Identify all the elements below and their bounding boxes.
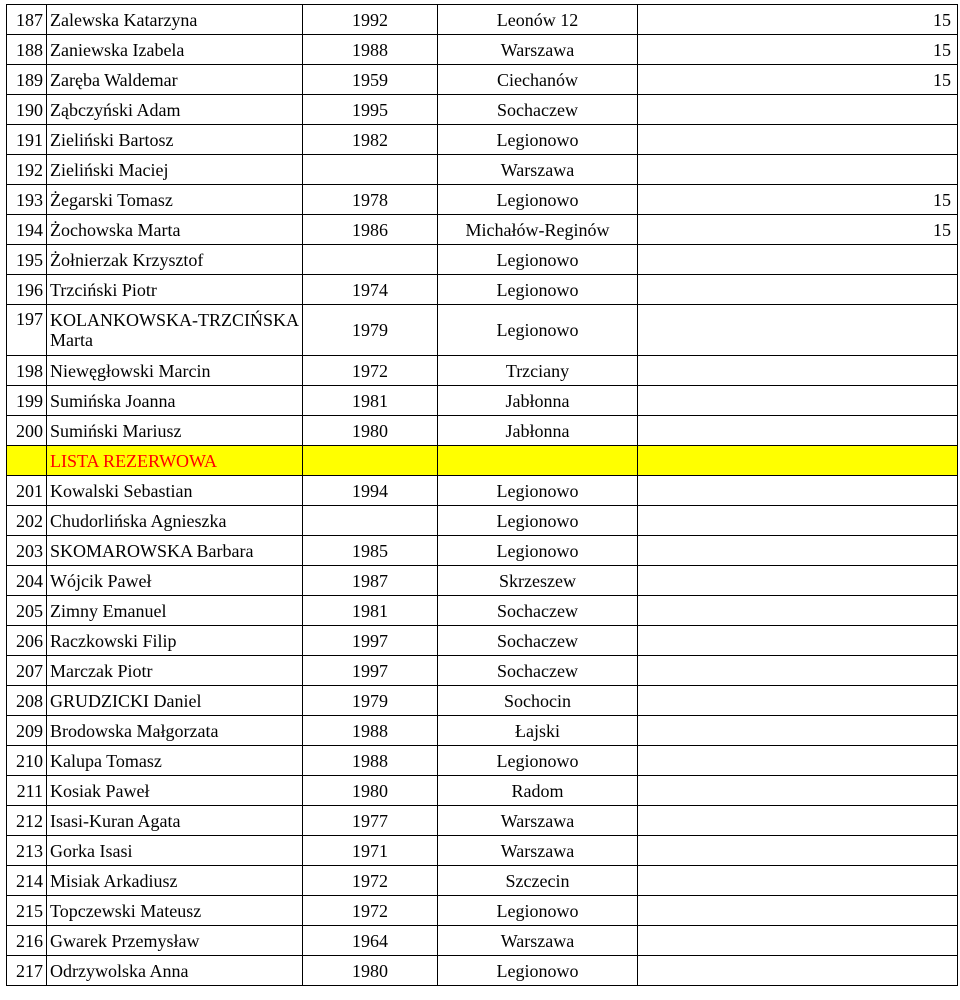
points-cell bbox=[638, 125, 958, 155]
table-row bbox=[7, 596, 958, 626]
birth-year-cell bbox=[303, 506, 438, 536]
birth-year-cell: 1992 bbox=[303, 5, 438, 35]
city-cell: Sochaczew bbox=[438, 95, 638, 125]
city-cell: Sochaczew bbox=[438, 626, 638, 656]
points-cell bbox=[638, 416, 958, 446]
reserve-list-header-row bbox=[7, 446, 958, 476]
table-row bbox=[7, 476, 958, 506]
birth-year-cell: 1982 bbox=[303, 125, 438, 155]
city-cell: Legionowo bbox=[438, 746, 638, 776]
name-cell: Zaniewska Izabela bbox=[47, 35, 303, 65]
name-cell: Gwarek Przemysław bbox=[47, 926, 303, 956]
city-cell: Trzciany bbox=[438, 356, 638, 386]
points-cell bbox=[638, 305, 958, 356]
points-cell: 15 bbox=[638, 5, 958, 35]
city-cell: Legionowo bbox=[438, 185, 638, 215]
birth-year-cell: 1971 bbox=[303, 836, 438, 866]
table-row bbox=[7, 866, 958, 896]
name-cell: KOLANKOWSKA-TRZCIŃSKA Marta bbox=[47, 305, 303, 356]
table-row bbox=[7, 506, 958, 536]
row-number-cell: 216 bbox=[7, 926, 47, 956]
points-cell bbox=[638, 95, 958, 125]
birth-year-cell: 1995 bbox=[303, 95, 438, 125]
city-cell: Legionowo bbox=[438, 125, 638, 155]
name-cell: Trzciński Piotr bbox=[47, 275, 303, 305]
row-number-cell: 215 bbox=[7, 896, 47, 926]
table-row bbox=[7, 656, 958, 686]
table-row bbox=[7, 956, 958, 986]
name-cell: Odrzywolska Anna bbox=[47, 956, 303, 986]
city-cell: Łajski bbox=[438, 716, 638, 746]
name-cell: Żołnierzak Krzysztof bbox=[47, 245, 303, 275]
city-cell: Jabłonna bbox=[438, 416, 638, 446]
points-cell: 15 bbox=[638, 185, 958, 215]
table-row bbox=[7, 416, 958, 446]
points-cell bbox=[638, 506, 958, 536]
name-cell: Chudorlińska Agnieszka bbox=[47, 506, 303, 536]
city-cell: Szczecin bbox=[438, 866, 638, 896]
name-cell: Brodowska Małgorzata bbox=[47, 716, 303, 746]
name-cell: Zieliński Maciej bbox=[47, 155, 303, 185]
table-row bbox=[7, 836, 958, 866]
name-cell: Topczewski Mateusz bbox=[47, 896, 303, 926]
city-cell: Sochocin bbox=[438, 686, 638, 716]
points-cell bbox=[638, 836, 958, 866]
city-cell: Legionowo bbox=[438, 305, 638, 356]
name-cell: Wójcik Paweł bbox=[47, 566, 303, 596]
city-cell: Warszawa bbox=[438, 806, 638, 836]
row-number-cell: 200 bbox=[7, 416, 47, 446]
name-cell: Zalewska Katarzyna bbox=[47, 5, 303, 35]
points-cell: 15 bbox=[638, 65, 958, 95]
table-row bbox=[7, 155, 958, 185]
name-cell: Marczak Piotr bbox=[47, 656, 303, 686]
row-number-cell: 196 bbox=[7, 275, 47, 305]
row-number-cell: 188 bbox=[7, 35, 47, 65]
row-number-cell: 189 bbox=[7, 65, 47, 95]
points-cell bbox=[638, 446, 958, 476]
name-cell: LISTA REZERWOWA bbox=[47, 446, 303, 476]
row-number-cell: 187 bbox=[7, 5, 47, 35]
row-number-cell: 203 bbox=[7, 536, 47, 566]
points-cell: 15 bbox=[638, 35, 958, 65]
row-number-cell bbox=[7, 446, 47, 476]
birth-year-cell: 1979 bbox=[303, 305, 438, 356]
city-cell: Warszawa bbox=[438, 155, 638, 185]
city-cell: Legionowo bbox=[438, 476, 638, 506]
name-cell: Ząbczyński Adam bbox=[47, 95, 303, 125]
participants-table-body bbox=[7, 5, 958, 986]
name-cell: Zieliński Bartosz bbox=[47, 125, 303, 155]
row-number-cell: 191 bbox=[7, 125, 47, 155]
points-cell bbox=[638, 245, 958, 275]
city-cell: Sochaczew bbox=[438, 656, 638, 686]
table-row bbox=[7, 275, 958, 305]
birth-year-cell: 1994 bbox=[303, 476, 438, 506]
name-cell: SKOMAROWSKA Barbara bbox=[47, 536, 303, 566]
table-row bbox=[7, 215, 958, 245]
birth-year-cell: 1988 bbox=[303, 35, 438, 65]
row-number-cell: 210 bbox=[7, 746, 47, 776]
birth-year-cell: 1988 bbox=[303, 746, 438, 776]
table-row bbox=[7, 5, 958, 35]
birth-year-cell: 1986 bbox=[303, 215, 438, 245]
name-cell: Kalupa Tomasz bbox=[47, 746, 303, 776]
name-cell: Niewęgłowski Marcin bbox=[47, 356, 303, 386]
points-cell bbox=[638, 926, 958, 956]
row-number-cell: 208 bbox=[7, 686, 47, 716]
row-number-cell: 195 bbox=[7, 245, 47, 275]
table-row bbox=[7, 356, 958, 386]
birth-year-cell bbox=[303, 446, 438, 476]
points-cell bbox=[638, 476, 958, 506]
table-row bbox=[7, 185, 958, 215]
points-cell bbox=[638, 566, 958, 596]
name-cell: Misiak Arkadiusz bbox=[47, 866, 303, 896]
name-cell: Raczkowski Filip bbox=[47, 626, 303, 656]
birth-year-cell: 1977 bbox=[303, 806, 438, 836]
points-cell bbox=[638, 656, 958, 686]
city-cell: Jabłonna bbox=[438, 386, 638, 416]
city-cell bbox=[438, 446, 638, 476]
city-cell: Warszawa bbox=[438, 35, 638, 65]
city-cell: Skrzeszew bbox=[438, 566, 638, 596]
birth-year-cell: 1981 bbox=[303, 386, 438, 416]
table-row bbox=[7, 536, 958, 566]
points-cell bbox=[638, 536, 958, 566]
city-cell: Radom bbox=[438, 776, 638, 806]
city-cell: Legionowo bbox=[438, 275, 638, 305]
city-cell: Sochaczew bbox=[438, 596, 638, 626]
name-cell: Gorka Isasi bbox=[47, 836, 303, 866]
points-cell bbox=[638, 356, 958, 386]
table-row bbox=[7, 926, 958, 956]
table-row bbox=[7, 386, 958, 416]
row-number-cell: 214 bbox=[7, 866, 47, 896]
city-cell: Legionowo bbox=[438, 536, 638, 566]
row-number-cell: 190 bbox=[7, 95, 47, 125]
row-number-cell: 192 bbox=[7, 155, 47, 185]
row-number-cell: 206 bbox=[7, 626, 47, 656]
table-row bbox=[7, 35, 958, 65]
row-number-cell: 217 bbox=[7, 956, 47, 986]
table-row bbox=[7, 806, 958, 836]
points-cell bbox=[638, 626, 958, 656]
table-row bbox=[7, 65, 958, 95]
row-number-cell: 199 bbox=[7, 386, 47, 416]
table-row bbox=[7, 716, 958, 746]
table-row bbox=[7, 896, 958, 926]
birth-year-cell: 1964 bbox=[303, 926, 438, 956]
name-cell: Zimny Emanuel bbox=[47, 596, 303, 626]
points-cell bbox=[638, 776, 958, 806]
name-cell: Żegarski Tomasz bbox=[47, 185, 303, 215]
city-cell: Ciechanów bbox=[438, 65, 638, 95]
points-cell bbox=[638, 686, 958, 716]
table-row bbox=[7, 245, 958, 275]
table-row bbox=[7, 566, 958, 596]
row-number-cell: 193 bbox=[7, 185, 47, 215]
table-row bbox=[7, 686, 958, 716]
city-cell: Michałów-Reginów bbox=[438, 215, 638, 245]
city-cell: Legionowo bbox=[438, 956, 638, 986]
birth-year-cell: 1980 bbox=[303, 956, 438, 986]
birth-year-cell: 1972 bbox=[303, 866, 438, 896]
row-number-cell: 211 bbox=[7, 776, 47, 806]
city-cell: Legionowo bbox=[438, 896, 638, 926]
table-row bbox=[7, 626, 958, 656]
birth-year-cell: 1980 bbox=[303, 776, 438, 806]
city-cell: Warszawa bbox=[438, 836, 638, 866]
name-cell: Isasi-Kuran Agata bbox=[47, 806, 303, 836]
name-cell: Sumińska Joanna bbox=[47, 386, 303, 416]
birth-year-cell: 1987 bbox=[303, 566, 438, 596]
name-cell: Kowalski Sebastian bbox=[47, 476, 303, 506]
row-number-cell: 213 bbox=[7, 836, 47, 866]
table-row bbox=[7, 776, 958, 806]
birth-year-cell: 1981 bbox=[303, 596, 438, 626]
points-cell: 15 bbox=[638, 215, 958, 245]
birth-year-cell: 1972 bbox=[303, 356, 438, 386]
points-cell bbox=[638, 386, 958, 416]
row-number-cell: 201 bbox=[7, 476, 47, 506]
points-cell bbox=[638, 956, 958, 986]
row-number-cell: 207 bbox=[7, 656, 47, 686]
birth-year-cell: 1997 bbox=[303, 656, 438, 686]
points-cell bbox=[638, 155, 958, 185]
birth-year-cell: 1980 bbox=[303, 416, 438, 446]
row-number-cell: 209 bbox=[7, 716, 47, 746]
name-cell: Sumiński Mariusz bbox=[47, 416, 303, 446]
row-number-cell: 197 bbox=[7, 305, 47, 356]
city-cell: Legionowo bbox=[438, 506, 638, 536]
points-cell bbox=[638, 746, 958, 776]
row-number-cell: 202 bbox=[7, 506, 47, 536]
city-cell: Leonów 12 bbox=[438, 5, 638, 35]
row-number-cell: 198 bbox=[7, 356, 47, 386]
points-cell bbox=[638, 596, 958, 626]
table-row bbox=[7, 746, 958, 776]
participants-table bbox=[6, 4, 958, 986]
birth-year-cell: 1959 bbox=[303, 65, 438, 95]
row-number-cell: 212 bbox=[7, 806, 47, 836]
birth-year-cell: 1988 bbox=[303, 716, 438, 746]
name-cell: GRUDZICKI Daniel bbox=[47, 686, 303, 716]
table-row bbox=[7, 95, 958, 125]
city-cell: Legionowo bbox=[438, 245, 638, 275]
points-cell bbox=[638, 716, 958, 746]
city-cell: Warszawa bbox=[438, 926, 638, 956]
birth-year-cell: 1972 bbox=[303, 896, 438, 926]
name-cell: Żochowska Marta bbox=[47, 215, 303, 245]
row-number-cell: 204 bbox=[7, 566, 47, 596]
birth-year-cell bbox=[303, 155, 438, 185]
birth-year-cell: 1997 bbox=[303, 626, 438, 656]
birth-year-cell: 1978 bbox=[303, 185, 438, 215]
birth-year-cell: 1985 bbox=[303, 536, 438, 566]
table-row bbox=[7, 305, 958, 356]
name-cell: Kosiak Paweł bbox=[47, 776, 303, 806]
table-row bbox=[7, 125, 958, 155]
birth-year-cell bbox=[303, 245, 438, 275]
birth-year-cell: 1979 bbox=[303, 686, 438, 716]
name-cell: Zaręba Waldemar bbox=[47, 65, 303, 95]
points-cell bbox=[638, 806, 958, 836]
row-number-cell: 205 bbox=[7, 596, 47, 626]
row-number-cell: 194 bbox=[7, 215, 47, 245]
points-cell bbox=[638, 275, 958, 305]
points-cell bbox=[638, 896, 958, 926]
birth-year-cell: 1974 bbox=[303, 275, 438, 305]
points-cell bbox=[638, 866, 958, 896]
